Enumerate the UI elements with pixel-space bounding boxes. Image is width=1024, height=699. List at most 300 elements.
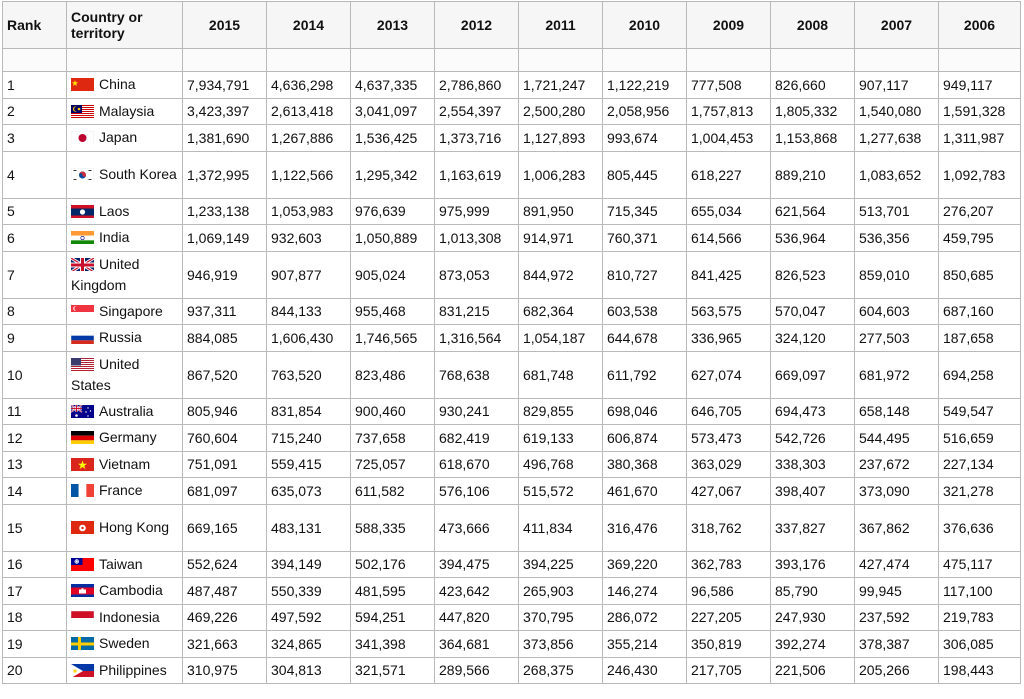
rank-cell: 19 <box>3 631 67 658</box>
value-cell: 246,430 <box>603 657 687 684</box>
value-cell: 844,972 <box>519 251 603 298</box>
value-cell: 1,757,813 <box>687 98 771 125</box>
value-cell: 655,034 <box>687 198 771 225</box>
table-row <box>3 551 1021 578</box>
country-cell <box>67 604 183 631</box>
value-cell: 618,670 <box>435 451 519 478</box>
value-cell: 459,795 <box>939 225 1021 252</box>
value-cell: 362,783 <box>687 551 771 578</box>
rank-cell: 16 <box>3 551 67 578</box>
value-cell: 891,950 <box>519 198 603 225</box>
value-cell: 905,024 <box>351 251 435 298</box>
value-cell: 473,666 <box>435 504 519 551</box>
value-cell: 1,381,690 <box>183 125 267 152</box>
table-row <box>3 298 1021 325</box>
value-cell: 873,053 <box>435 251 519 298</box>
value-cell: 829,855 <box>519 398 603 425</box>
value-cell: 321,663 <box>183 631 267 658</box>
country-cell <box>67 398 183 425</box>
value-cell: 1,721,247 <box>519 72 603 99</box>
singapore-flag-icon <box>71 304 94 318</box>
table-row <box>3 451 1021 478</box>
value-cell: 1,606,430 <box>267 325 351 352</box>
table-row <box>3 351 1021 398</box>
value-cell: 1,127,893 <box>519 125 603 152</box>
value-cell: 914,971 <box>519 225 603 252</box>
value-cell: 884,085 <box>183 325 267 352</box>
country-cell <box>67 325 183 352</box>
value-cell: 1,006,283 <box>519 151 603 198</box>
value-cell: 777,508 <box>687 72 771 99</box>
value-cell: 955,468 <box>351 298 435 325</box>
rank-cell: 7 <box>3 251 67 298</box>
value-cell: 373,090 <box>855 478 939 505</box>
value-cell: 725,057 <box>351 451 435 478</box>
country-name: Taiwan <box>99 555 143 572</box>
table-row <box>3 198 1021 225</box>
value-cell: 1,311,987 <box>939 125 1021 152</box>
value-cell: 805,445 <box>603 151 687 198</box>
value-cell: 823,486 <box>351 351 435 398</box>
value-cell: 394,225 <box>519 551 603 578</box>
value-cell: 2,786,860 <box>435 72 519 99</box>
value-cell: 393,176 <box>771 551 855 578</box>
country-cell <box>67 298 183 325</box>
value-cell: 1,163,619 <box>435 151 519 198</box>
value-cell: 715,345 <box>603 198 687 225</box>
header-year-2011: 2011 <box>519 2 603 49</box>
united-states-flag-icon <box>71 357 94 371</box>
value-cell: 1,316,564 <box>435 325 519 352</box>
header-year-2013: 2013 <box>351 2 435 49</box>
value-cell: 205,266 <box>855 657 939 684</box>
country-name: Cambodia <box>99 582 163 599</box>
value-cell: 826,523 <box>771 251 855 298</box>
value-cell: 427,474 <box>855 551 939 578</box>
country-cell <box>67 251 183 298</box>
value-cell: 1,069,149 <box>183 225 267 252</box>
value-cell: 1,092,783 <box>939 151 1021 198</box>
table-row <box>3 478 1021 505</box>
value-cell: 1,050,889 <box>351 225 435 252</box>
country-name: Japan <box>99 129 138 146</box>
value-cell: 237,672 <box>855 451 939 478</box>
value-cell: 310,975 <box>183 657 267 684</box>
value-cell: 1,083,652 <box>855 151 939 198</box>
value-cell: 336,965 <box>687 325 771 352</box>
value-cell: 1,054,187 <box>519 325 603 352</box>
value-cell: 760,604 <box>183 425 267 452</box>
value-cell: 398,407 <box>771 478 855 505</box>
value-cell: 559,415 <box>267 451 351 478</box>
value-cell: 187,658 <box>939 325 1021 352</box>
value-cell: 427,067 <box>687 478 771 505</box>
value-cell: 96,586 <box>687 578 771 605</box>
value-cell: 355,214 <box>603 631 687 658</box>
value-cell: 513,701 <box>855 198 939 225</box>
value-cell: 826,660 <box>771 72 855 99</box>
rank-cell: 6 <box>3 225 67 252</box>
value-cell: 859,010 <box>855 251 939 298</box>
russia-flag-icon <box>71 330 94 344</box>
value-cell: 7,934,791 <box>183 72 267 99</box>
value-cell: 411,834 <box>519 504 603 551</box>
table-row <box>3 398 1021 425</box>
value-cell: 1,277,638 <box>855 125 939 152</box>
value-cell: 635,073 <box>267 478 351 505</box>
rank-cell: 18 <box>3 604 67 631</box>
value-cell: 85,790 <box>771 578 855 605</box>
value-cell: 975,999 <box>435 198 519 225</box>
country-name: Hong Kong <box>99 519 170 535</box>
rank-cell: 12 <box>3 425 67 452</box>
country-name: Sweden <box>99 635 150 652</box>
value-cell: 1,233,138 <box>183 198 267 225</box>
header-year-2006: 2006 <box>939 2 1021 49</box>
value-cell: 304,813 <box>267 657 351 684</box>
value-cell: 594,251 <box>351 604 435 631</box>
country-cell <box>67 72 183 99</box>
value-cell: 810,727 <box>603 251 687 298</box>
malaysia-flag-icon <box>71 104 94 118</box>
value-cell: 1,805,332 <box>771 98 855 125</box>
rank-cell: 4 <box>3 151 67 198</box>
country-cell <box>67 631 183 658</box>
value-cell: 481,595 <box>351 578 435 605</box>
value-cell: 552,624 <box>183 551 267 578</box>
country-cell <box>67 478 183 505</box>
value-cell: 4,636,298 <box>267 72 351 99</box>
value-cell: 1,746,565 <box>351 325 435 352</box>
table-row <box>3 151 1021 198</box>
value-cell: 737,658 <box>351 425 435 452</box>
header-year-2012: 2012 <box>435 2 519 49</box>
tourist-arrivals-table <box>2 1 1021 684</box>
table-row <box>3 578 1021 605</box>
value-cell: 932,603 <box>267 225 351 252</box>
taiwan-flag-icon <box>71 557 94 571</box>
country-name: Russia <box>99 329 142 346</box>
value-cell: 563,575 <box>687 298 771 325</box>
value-cell: 603,538 <box>603 298 687 325</box>
table-row <box>3 125 1021 152</box>
rank-cell: 3 <box>3 125 67 152</box>
country-cell <box>67 225 183 252</box>
country-name: South Korea <box>99 166 177 182</box>
table-row <box>3 425 1021 452</box>
value-cell: 1,591,328 <box>939 98 1021 125</box>
country-name: Vietnam <box>99 455 151 472</box>
value-cell: 763,520 <box>267 351 351 398</box>
laos-flag-icon <box>71 204 94 218</box>
value-cell: 316,476 <box>603 504 687 551</box>
value-cell: 198,443 <box>939 657 1021 684</box>
header-year-2009: 2009 <box>687 2 771 49</box>
hong-kong-flag-icon <box>71 520 94 534</box>
value-cell: 221,506 <box>771 657 855 684</box>
value-cell: 99,945 <box>855 578 939 605</box>
value-cell: 392,274 <box>771 631 855 658</box>
country-cell <box>67 351 183 398</box>
value-cell: 768,638 <box>435 351 519 398</box>
country-name: India <box>99 229 130 246</box>
value-cell: 447,820 <box>435 604 519 631</box>
country-cell <box>67 451 183 478</box>
value-cell: 277,503 <box>855 325 939 352</box>
value-cell: 461,670 <box>603 478 687 505</box>
united-kingdom-flag-icon <box>71 257 94 271</box>
value-cell: 611,792 <box>603 351 687 398</box>
australia-flag-icon <box>71 404 94 418</box>
value-cell: 370,795 <box>519 604 603 631</box>
header-country: Country or territory <box>67 2 183 49</box>
sort-row <box>3 49 1021 72</box>
rank-cell: 11 <box>3 398 67 425</box>
value-cell: 698,046 <box>603 398 687 425</box>
indonesia-flag-icon <box>71 610 94 624</box>
country-name: Singapore <box>99 302 163 319</box>
header-year-2008: 2008 <box>771 2 855 49</box>
value-cell: 3,041,097 <box>351 98 435 125</box>
rank-cell: 15 <box>3 504 67 551</box>
value-cell: 337,827 <box>771 504 855 551</box>
value-cell: 576,106 <box>435 478 519 505</box>
value-cell: 289,566 <box>435 657 519 684</box>
value-cell: 715,240 <box>267 425 351 452</box>
value-cell: 976,639 <box>351 198 435 225</box>
value-cell: 805,946 <box>183 398 267 425</box>
country-name: United States <box>71 355 140 393</box>
country-cell <box>67 125 183 152</box>
philippines-flag-icon <box>71 663 94 677</box>
value-cell: 1,004,453 <box>687 125 771 152</box>
country-cell <box>67 198 183 225</box>
value-cell: 694,258 <box>939 351 1021 398</box>
country-name: China <box>99 76 136 93</box>
country-cell <box>67 504 183 551</box>
value-cell: 831,215 <box>435 298 519 325</box>
value-cell: 682,364 <box>519 298 603 325</box>
value-cell: 3,423,397 <box>183 98 267 125</box>
value-cell: 369,220 <box>603 551 687 578</box>
value-cell: 380,368 <box>603 451 687 478</box>
value-cell: 2,500,280 <box>519 98 603 125</box>
table-row <box>3 604 1021 631</box>
value-cell: 502,176 <box>351 551 435 578</box>
value-cell: 217,705 <box>687 657 771 684</box>
value-cell: 687,160 <box>939 298 1021 325</box>
table-row <box>3 72 1021 99</box>
value-cell: 497,592 <box>267 604 351 631</box>
country-name: United Kingdom <box>71 255 140 293</box>
south-korea-flag-icon <box>71 167 94 181</box>
rank-cell: 10 <box>3 351 67 398</box>
value-cell: 544,495 <box>855 425 939 452</box>
value-cell: 469,226 <box>183 604 267 631</box>
country-name: Australia <box>99 402 154 419</box>
value-cell: 321,571 <box>351 657 435 684</box>
value-cell: 2,554,397 <box>435 98 519 125</box>
rank-cell: 20 <box>3 657 67 684</box>
value-cell: 227,134 <box>939 451 1021 478</box>
value-cell: 306,085 <box>939 631 1021 658</box>
value-cell: 644,678 <box>603 325 687 352</box>
header-year-2015: 2015 <box>183 2 267 49</box>
value-cell: 627,074 <box>687 351 771 398</box>
value-cell: 536,964 <box>771 225 855 252</box>
value-cell: 682,419 <box>435 425 519 452</box>
table-row <box>3 657 1021 684</box>
germany-flag-icon <box>71 430 94 444</box>
value-cell: 669,097 <box>771 351 855 398</box>
value-cell: 321,278 <box>939 478 1021 505</box>
value-cell: 550,339 <box>267 578 351 605</box>
vietnam-flag-icon <box>71 457 94 471</box>
table-row <box>3 325 1021 352</box>
value-cell: 867,520 <box>183 351 267 398</box>
value-cell: 1,122,566 <box>267 151 351 198</box>
value-cell: 831,854 <box>267 398 351 425</box>
value-cell: 515,572 <box>519 478 603 505</box>
value-cell: 946,919 <box>183 251 267 298</box>
value-cell: 117,100 <box>939 578 1021 605</box>
value-cell: 475,117 <box>939 551 1021 578</box>
table-row <box>3 225 1021 252</box>
sweden-flag-icon <box>71 636 94 650</box>
value-cell: 324,120 <box>771 325 855 352</box>
value-cell: 394,475 <box>435 551 519 578</box>
china-flag-icon <box>71 77 94 91</box>
value-cell: 265,903 <box>519 578 603 605</box>
value-cell: 268,375 <box>519 657 603 684</box>
value-cell: 1,372,995 <box>183 151 267 198</box>
value-cell: 496,768 <box>519 451 603 478</box>
header-row <box>3 2 1021 49</box>
value-cell: 483,131 <box>267 504 351 551</box>
value-cell: 681,097 <box>183 478 267 505</box>
value-cell: 364,681 <box>435 631 519 658</box>
rank-cell: 8 <box>3 298 67 325</box>
rank-cell: 2 <box>3 98 67 125</box>
value-cell: 900,460 <box>351 398 435 425</box>
country-name: France <box>99 482 143 499</box>
value-cell: 1,373,716 <box>435 125 519 152</box>
value-cell: 949,117 <box>939 72 1021 99</box>
country-name: Indonesia <box>99 608 160 625</box>
country-cell <box>67 151 183 198</box>
value-cell: 247,930 <box>771 604 855 631</box>
value-cell: 1,122,219 <box>603 72 687 99</box>
value-cell: 760,371 <box>603 225 687 252</box>
value-cell: 604,603 <box>855 298 939 325</box>
value-cell: 669,165 <box>183 504 267 551</box>
header-year-2010: 2010 <box>603 2 687 49</box>
value-cell: 646,705 <box>687 398 771 425</box>
country-cell <box>67 657 183 684</box>
japan-flag-icon <box>71 130 94 144</box>
value-cell: 276,207 <box>939 198 1021 225</box>
value-cell: 2,058,956 <box>603 98 687 125</box>
cambodia-flag-icon <box>71 583 94 597</box>
header-year-2014: 2014 <box>267 2 351 49</box>
country-cell <box>67 98 183 125</box>
rank-cell: 13 <box>3 451 67 478</box>
country-name: Germany <box>99 429 157 446</box>
value-cell: 318,762 <box>687 504 771 551</box>
value-cell: 606,874 <box>603 425 687 452</box>
value-cell: 423,642 <box>435 578 519 605</box>
value-cell: 907,117 <box>855 72 939 99</box>
value-cell: 338,303 <box>771 451 855 478</box>
india-flag-icon <box>71 230 94 244</box>
table-row <box>3 98 1021 125</box>
value-cell: 751,091 <box>183 451 267 478</box>
country-name: Laos <box>99 202 130 219</box>
value-cell: 614,566 <box>687 225 771 252</box>
rank-cell: 5 <box>3 198 67 225</box>
country-cell <box>67 425 183 452</box>
value-cell: 2,613,418 <box>267 98 351 125</box>
value-cell: 373,856 <box>519 631 603 658</box>
value-cell: 1,153,868 <box>771 125 855 152</box>
value-cell: 841,425 <box>687 251 771 298</box>
value-cell: 844,133 <box>267 298 351 325</box>
value-cell: 1,540,080 <box>855 98 939 125</box>
value-cell: 549,547 <box>939 398 1021 425</box>
header-year-2007: 2007 <box>855 2 939 49</box>
france-flag-icon <box>71 483 94 497</box>
country-cell <box>67 551 183 578</box>
rank-cell: 14 <box>3 478 67 505</box>
value-cell: 658,148 <box>855 398 939 425</box>
value-cell: 611,582 <box>351 478 435 505</box>
value-cell: 367,862 <box>855 504 939 551</box>
value-cell: 1,536,425 <box>351 125 435 152</box>
table-row <box>3 504 1021 551</box>
value-cell: 618,227 <box>687 151 771 198</box>
value-cell: 4,637,335 <box>351 72 435 99</box>
value-cell: 930,241 <box>435 398 519 425</box>
value-cell: 681,972 <box>855 351 939 398</box>
value-cell: 1,013,308 <box>435 225 519 252</box>
value-cell: 350,819 <box>687 631 771 658</box>
value-cell: 1,267,886 <box>267 125 351 152</box>
rank-cell: 1 <box>3 72 67 99</box>
value-cell: 573,473 <box>687 425 771 452</box>
value-cell: 907,877 <box>267 251 351 298</box>
value-cell: 286,072 <box>603 604 687 631</box>
value-cell: 681,748 <box>519 351 603 398</box>
value-cell: 1,053,983 <box>267 198 351 225</box>
value-cell: 1,295,342 <box>351 151 435 198</box>
value-cell: 588,335 <box>351 504 435 551</box>
value-cell: 850,685 <box>939 251 1021 298</box>
value-cell: 376,636 <box>939 504 1021 551</box>
value-cell: 487,487 <box>183 578 267 605</box>
value-cell: 227,205 <box>687 604 771 631</box>
table-body <box>3 49 1021 684</box>
country-name: Malaysia <box>99 102 155 119</box>
value-cell: 363,029 <box>687 451 771 478</box>
table-row <box>3 251 1021 298</box>
value-cell: 324,865 <box>267 631 351 658</box>
value-cell: 219,783 <box>939 604 1021 631</box>
value-cell: 146,274 <box>603 578 687 605</box>
value-cell: 536,356 <box>855 225 939 252</box>
value-cell: 621,564 <box>771 198 855 225</box>
header-rank: Rank <box>3 2 67 49</box>
country-name: Philippines <box>99 661 167 678</box>
